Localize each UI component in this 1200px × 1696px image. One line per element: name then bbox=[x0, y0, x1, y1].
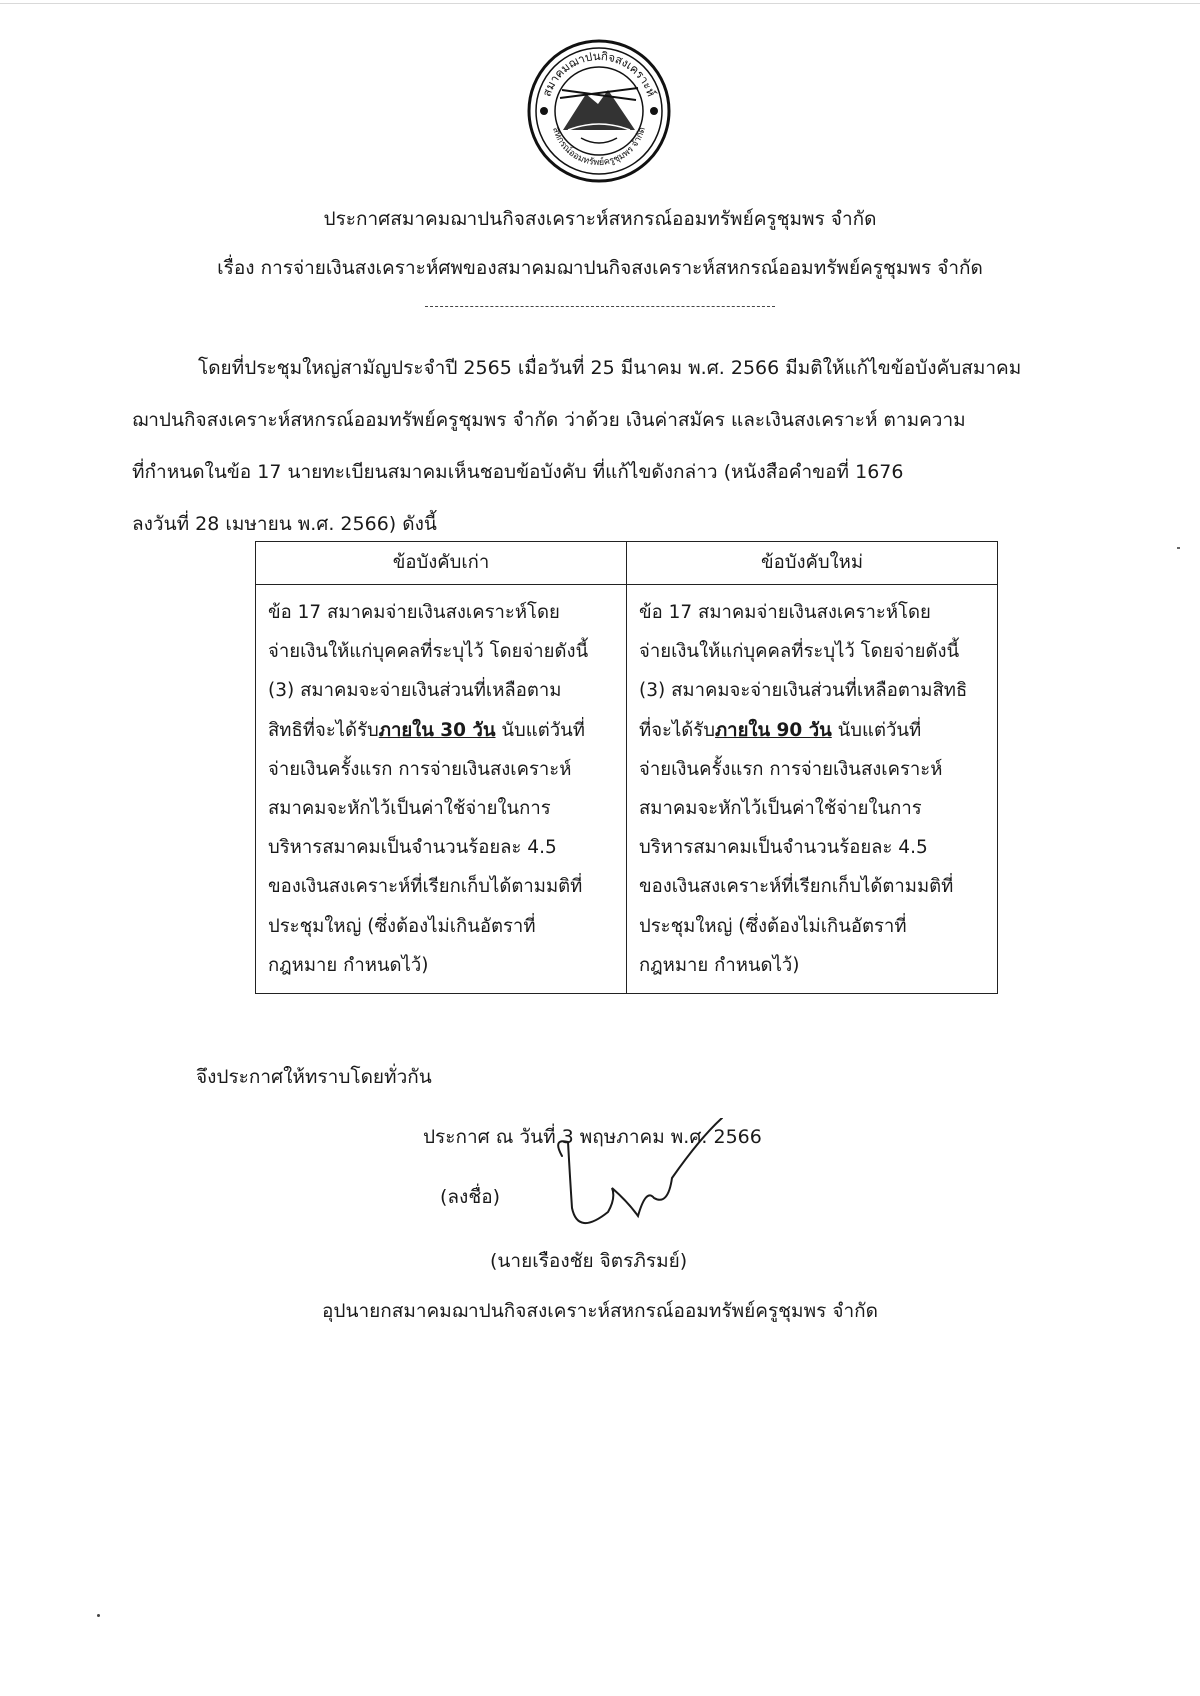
old-regulation-header: ข้อบังคับเก่า bbox=[256, 542, 627, 585]
closing-statement: จึงประกาศให้ทราบโดยทั่วกัน bbox=[196, 1066, 432, 1088]
signed-label: (ลงชื่อ) bbox=[440, 1186, 501, 1208]
body-line: ฌาปนกิจสงเคราะห์สหกรณ์ออมทรัพย์ครูชุมพร จำกัด ว่าด้วย เงินค่าสมัคร และเงินสงเคราะห์ ตามความ bbox=[132, 409, 966, 431]
scan-speck bbox=[97, 1614, 100, 1617]
association-seal bbox=[526, 38, 672, 184]
body-line: ลงวันที่ 28 เมษายน พ.ศ. 2566) ดังนี้ bbox=[132, 513, 437, 535]
seal-bottom-text: สหกรณ์ออมทรัพย์ครูชุมพร จำกัด bbox=[550, 126, 648, 169]
body-line: ที่กำหนดในข้อ 17 นายทะเบียนสมาคมเห็นชอบข้อบังคับ ที่แก้ไขดังกล่าว (หนังสือคำขอที่ 1676 bbox=[132, 461, 904, 483]
body-line: โดยที่ประชุมใหญ่สามัญประจำปี 2565 เมื่อวันที่ 25 มีนาคม พ.ศ. 2566 มีมติให้แก้ไขข้อบังคับสมาคม bbox=[198, 357, 1022, 379]
body-paragraph bbox=[132, 342, 1082, 550]
announcement-title: ประกาศสมาคมฌาปนกิจสงเคราะห์สหกรณ์ออมทรัพย์ครูชุมพร จำกัด bbox=[323, 208, 877, 230]
old-regulation-cell: ข้อ 17 สมาคมจ่ายเงินสงเคราะห์โดย จ่ายเงินให้แก่บุคคลที่ระบุไว้ โดยจ่ายดังนี้ (3) สมาคมจะจ่ายเงินส่วนที่เหลือตาม สิทธิที่จะได้รับภายใน 30 วัน นับแต่วันที่ จ่ายเงินครั้งแรก การจ่ายเงินสงเคราะห์ สมาคมจะหักไว้เป็นค่าใช้จ่ายในการ บริหารสมาคมเป็นจำนวนร้อยละ 4.5 ของเงินสงเคราะห์ที่เรียกเก็บได้ตามมติที่ ประชุมใหญ่ (ซึ่งต้องไม่เกินอัตราที่ กฎหมาย กำหนดไว้) bbox=[256, 585, 627, 994]
signer-name: (นายเรืองชัย จิตรภิรมย์) bbox=[490, 1250, 688, 1272]
new-period-emphasis: ภายใน 90 วัน bbox=[714, 719, 832, 741]
regulation-comparison-table bbox=[255, 541, 998, 994]
handwritten-signature bbox=[550, 1118, 760, 1238]
scan-speck bbox=[1177, 547, 1180, 549]
announcement-date: ประกาศ ณ วันที่ 3 พฤษภาคม พ.ศ. 2566 bbox=[423, 1126, 762, 1148]
signer-position: อุปนายกสมาคมฌาปนกิจสงเคราะห์สหกรณ์ออมทรัพย์ครูชุมพร จำกัด bbox=[321, 1300, 878, 1322]
new-regulation-header: ข้อบังคับใหม่ bbox=[627, 542, 998, 585]
announcement-subject: เรื่อง การจ่ายเงินสงเคราะห์ศพของสมาคมฌาปนกิจสงเคราะห์สหกรณ์ออมทรัพย์ครูชุมพร จำกัด bbox=[217, 257, 983, 279]
svg-text:สหกรณ์ออมทรัพย์ครูชุมพร จำกัด bbox=[550, 126, 648, 168]
new-regulation-cell: ข้อ 17 สมาคมจ่ายเงินสงเคราะห์โดย จ่ายเงินให้แก่บุคคลที่ระบุไว้ โดยจ่ายดังนี้ (3) สมาคมจะจ่ายเงินส่วนที่เหลือตามสิทธิ ที่จะได้รับภายใน 90 วัน นับแต่วันที่ จ่ายเงินครั้งแรก การจ่ายเงินสงเคราะห์ สมาคมจะหักไว้เป็นค่าใช้จ่ายในการ บริหารสมาคมเป็นจำนวนร้อยละ 4.5 ของเงินสงเคราะห์ที่เรียกเก็บได้ตามมติที่ ประชุมใหญ่ (ซึ่งต้องไม่เกินอัตราที่ กฎหมาย กำหนดไว้) bbox=[627, 585, 998, 994]
old-period-emphasis: ภายใน 30 วัน bbox=[378, 719, 496, 741]
page-top-edge bbox=[0, 3, 1200, 4]
title-divider bbox=[425, 306, 775, 307]
seal-top-text: สมาคมฌาปนกิจสงเคราะห์ bbox=[539, 48, 659, 99]
